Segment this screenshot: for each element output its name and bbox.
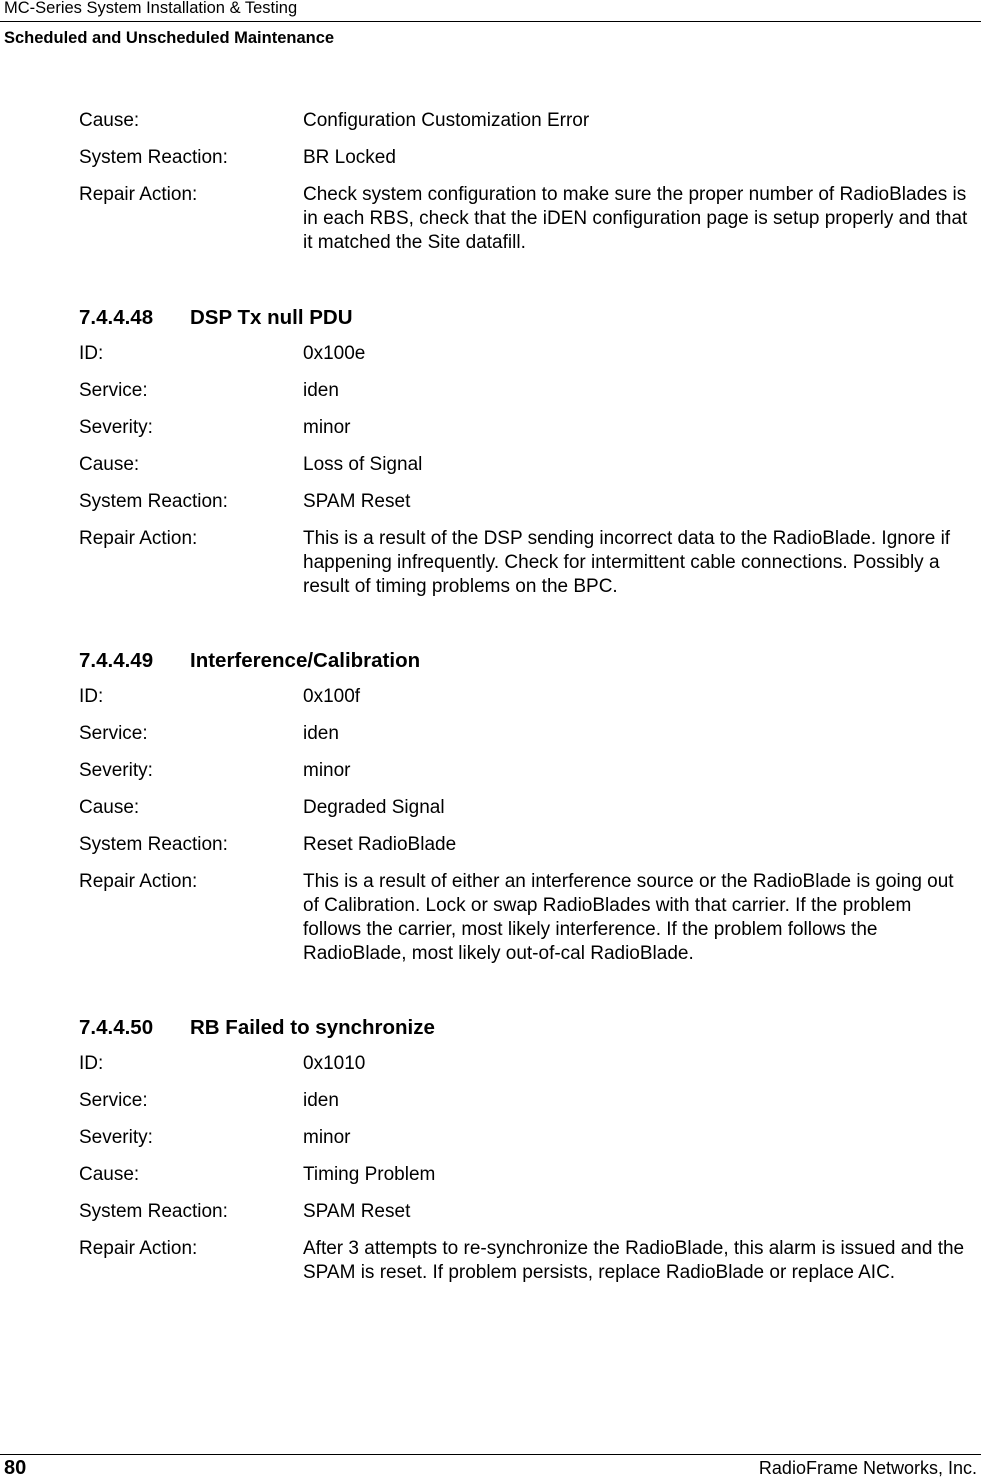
cause-label: Cause: <box>79 110 140 131</box>
reaction-label: System Reaction: <box>79 834 228 855</box>
reaction-label: System Reaction: <box>79 147 228 168</box>
id-value: 0x100e <box>303 343 366 364</box>
severity-label: Severity: <box>79 417 153 438</box>
severity-label: Severity: <box>79 760 153 781</box>
cause-row <box>79 453 969 477</box>
id-row <box>79 342 969 366</box>
section-heading <box>79 648 969 674</box>
repair-row <box>79 1237 969 1285</box>
repair-label: Repair Action: <box>79 1238 198 1259</box>
severity-value: minor <box>303 1127 351 1148</box>
cause-row <box>79 796 969 820</box>
severity-value: minor <box>303 760 351 781</box>
id-label: ID: <box>79 1053 104 1074</box>
reaction-row <box>79 833 969 857</box>
alarm-section-49 <box>79 648 969 966</box>
repair-label: Repair Action: <box>79 184 198 205</box>
chapter-title: Scheduled and Unscheduled Maintenance <box>4 29 335 47</box>
intro-alarm-block <box>79 109 969 255</box>
section-number: 7.4.4.50 <box>79 1016 154 1039</box>
reaction-label: System Reaction: <box>79 491 228 512</box>
cause-row <box>79 1163 969 1187</box>
section-title: Interference/Calibration <box>190 649 421 672</box>
section-heading <box>79 1015 969 1041</box>
id-value: 0x100f <box>303 686 361 707</box>
reaction-value: Reset RadioBlade <box>303 834 457 855</box>
repair-label: Repair Action: <box>79 528 198 549</box>
repair-value: This is a result of the DSP sending incorrect data to the RadioBlade. Ignore if happening infrequently. Check for intermittent cable connections. Possibly a result of timing problems on the BPC. <box>303 528 951 597</box>
reaction-value: SPAM Reset <box>303 491 411 512</box>
alarm-section-50 <box>79 1015 969 1285</box>
repair-row <box>79 870 969 966</box>
header-divider <box>0 21 981 22</box>
cause-value: Timing Problem <box>303 1164 436 1185</box>
page-number: 80 <box>4 1457 27 1479</box>
alarm-section-48 <box>79 305 969 599</box>
cause-label: Cause: <box>79 1164 140 1185</box>
id-row <box>79 685 969 709</box>
service-label: Service: <box>79 380 148 401</box>
section-number: 7.4.4.48 <box>79 306 154 329</box>
reaction-row <box>79 1200 969 1224</box>
repair-value: This is a result of either an interference source or the RadioBlade is going out of Calibration. Lock or swap RadioBlades with that carrier. If the problem follows the carrier, most likely interference. If the problem follows the RadioBlade, most likely out-of-cal RadioBlade. <box>303 871 954 964</box>
section-title: DSP Tx null PDU <box>190 306 353 329</box>
cause-value: Configuration Customization Error <box>303 110 590 131</box>
reaction-row <box>79 146 969 170</box>
cause-row <box>79 109 969 133</box>
reaction-row <box>79 490 969 514</box>
section-number: 7.4.4.49 <box>79 649 154 672</box>
id-row <box>79 1052 969 1076</box>
reaction-value: SPAM Reset <box>303 1201 411 1222</box>
cause-value: Loss of Signal <box>303 454 423 475</box>
repair-label: Repair Action: <box>79 871 198 892</box>
service-row <box>79 379 969 403</box>
footer-divider <box>0 1454 981 1455</box>
repair-row <box>79 527 969 599</box>
repair-row <box>79 183 969 255</box>
cause-label: Cause: <box>79 797 140 818</box>
id-label: ID: <box>79 686 104 707</box>
service-row <box>79 1089 969 1113</box>
service-label: Service: <box>79 723 148 744</box>
id-value: 0x1010 <box>303 1053 366 1074</box>
repair-value: Check system configuration to make sure the proper number of RadioBlades is in each RBS, check that the iDEN configuration page is setup properly and that it matched the Site datafill. <box>303 184 968 253</box>
section-title: RB Failed to synchronize <box>190 1016 435 1039</box>
cause-value: Degraded Signal <box>303 797 445 818</box>
service-label: Service: <box>79 1090 148 1111</box>
severity-row <box>79 759 969 783</box>
document-title: MC-Series System Installation & Testing <box>4 0 298 17</box>
service-value: iden <box>303 723 339 744</box>
company-name: RadioFrame Networks, Inc. <box>758 1458 977 1478</box>
severity-label: Severity: <box>79 1127 153 1148</box>
repair-value: After 3 attempts to re-synchronize the RadioBlade, this alarm is issued and the SPAM is reset. If problem persists, replace RadioBlade or replace AIC. <box>303 1238 965 1283</box>
severity-value: minor <box>303 417 351 438</box>
service-value: iden <box>303 380 339 401</box>
service-row <box>79 722 969 746</box>
reaction-label: System Reaction: <box>79 1201 228 1222</box>
section-heading <box>79 305 969 331</box>
service-value: iden <box>303 1090 339 1111</box>
reaction-value: BR Locked <box>303 147 396 168</box>
cause-label: Cause: <box>79 454 140 475</box>
id-label: ID: <box>79 343 104 364</box>
severity-row <box>79 416 969 440</box>
severity-row <box>79 1126 969 1150</box>
